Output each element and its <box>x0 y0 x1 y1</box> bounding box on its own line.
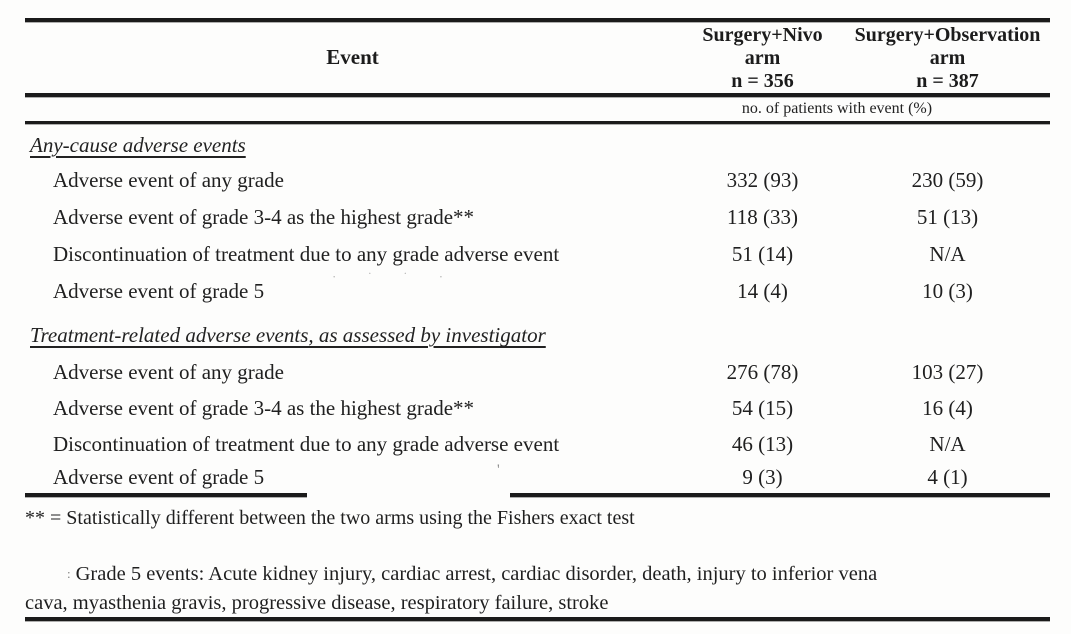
table-header-row <box>25 22 1050 93</box>
nivo-arm-value: 332 (93) <box>726 168 799 192</box>
observation-arm-value: 51 (13) <box>916 205 979 229</box>
event-label: Adverse event of any grade <box>53 168 284 192</box>
nivo-arm-value: 9 (3) <box>742 465 783 489</box>
observation-arm-value: N/A <box>929 431 966 456</box>
footnote-grade5-events <box>25 561 1055 617</box>
nivo-arm-value: 51 (14) <box>731 242 794 266</box>
observation-arm-value: 230 (59) <box>911 168 984 192</box>
observation-arm-name: Surgery+Observation <box>854 24 1041 47</box>
section-title-treatment-related: Treatment-related adverse events, as assessed by investigator <box>30 323 546 347</box>
table-row <box>25 354 1050 390</box>
event-column-header: Event <box>326 45 379 69</box>
unit-note-row <box>25 97 1050 121</box>
table-bottom-rule-left-segment <box>25 493 307 497</box>
nivo-arm-word: arm <box>744 47 781 70</box>
nivo-arm-name: Surgery+Nivo <box>702 24 823 47</box>
event-label: Adverse event of any grade <box>53 359 284 384</box>
table-row <box>25 162 1050 199</box>
nivo-arm-column-header <box>680 22 845 92</box>
observation-arm-column-header <box>845 22 1050 92</box>
page-bottom-rule <box>25 617 1050 621</box>
event-label: Adverse event of grade 5 <box>53 465 265 489</box>
section-title-any-cause: Any-cause adverse events <box>30 133 246 157</box>
footnote-statistical: ** = Statistically different between the two arms using the Fishers exact test <box>25 507 635 529</box>
table-bottom-rule-right-segment <box>510 493 1050 497</box>
event-label: Adverse event of grade 3-4 as the highest grade** <box>53 205 475 229</box>
table-row <box>25 273 1050 310</box>
nivo-arm-value: 276 (78) <box>726 359 799 384</box>
table-row <box>25 462 1050 493</box>
unit-note: no. of patients with event (%) <box>741 99 933 117</box>
table-row <box>25 426 1050 462</box>
nivo-arm-value: 14 (4) <box>737 279 788 303</box>
nivo-arm-value: 118 (33) <box>727 205 798 229</box>
scan-artifact-tick: ' <box>497 462 500 478</box>
nivo-arm-value: 54 (15) <box>731 395 794 420</box>
scan-artifact-dots: · ˙ ˙ · <box>332 269 458 284</box>
event-label: Adverse event of grade 3-4 as the highest grade** <box>53 395 475 420</box>
observation-arm-value: 16 (4) <box>922 395 973 420</box>
footnote-grade5-line2: cava, myasthenia gravis, progressive disease, respiratory failure, stroke <box>25 591 609 614</box>
table-row <box>25 390 1050 426</box>
event-label: Discontinuation of treatment due to any grade adverse event <box>53 242 560 266</box>
event-label: Discontinuation of treatment due to any grade adverse event <box>53 431 560 456</box>
footnote-marker: : <box>67 566 71 581</box>
observation-arm-value: 4 (1) <box>927 465 968 489</box>
nivo-arm-value: 46 (13) <box>731 431 794 456</box>
observation-arm-n: n = 387 <box>916 69 979 92</box>
observation-arm-value: 103 (27) <box>911 359 984 384</box>
observation-arm-word: arm <box>929 47 966 70</box>
observation-arm-value: 10 (3) <box>922 279 973 303</box>
table-bottom-rule <box>25 493 1050 497</box>
table-row <box>25 199 1050 236</box>
footnote-grade5-line1: : Grade 5 events: Acute kidney injury, cardiac arrest, cardiac disorder, death, injury to inferior vena <box>67 563 878 585</box>
table-row <box>25 236 1050 273</box>
nivo-arm-n: n = 356 <box>731 69 794 92</box>
observation-arm-value: N/A <box>929 242 966 266</box>
event-label: Adverse event of grade 5 <box>53 279 265 303</box>
